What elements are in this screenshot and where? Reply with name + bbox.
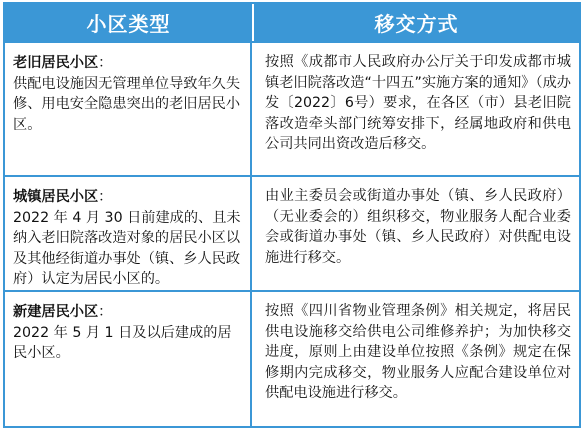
community-type-desc: 2022 年 5 月 1 日及以后建成的居民小区。	[13, 324, 232, 361]
transfer-method-cell	[252, 43, 579, 175]
community-type-desc: 供配电设施因无管理单位导致年久失修、用电安全隐患突出的老旧居民小区。	[13, 75, 241, 133]
transfer-method-cell	[252, 177, 579, 290]
table-row	[5, 41, 579, 175]
header-transfer-method: 移交方式	[374, 12, 459, 36]
table-header	[5, 4, 579, 41]
transfer-method-cell	[252, 292, 579, 426]
type-colon: ：	[98, 55, 113, 71]
table-row	[5, 290, 579, 426]
community-type-title: 新建居民小区	[13, 304, 99, 320]
type-colon: ：	[98, 304, 113, 320]
transfer-table	[3, 2, 581, 428]
table-row	[5, 175, 579, 290]
community-type-cell	[5, 177, 252, 290]
type-colon: ：	[98, 189, 113, 205]
community-type-desc: 2022 年 4 月 30 日前建成的、且未纳入老旧院落改造对象的居民小区以及其他经街道办事处（镇、乡人民政府）认定为居民小区的。	[13, 209, 241, 287]
community-type-title: 老旧居民小区	[13, 55, 99, 71]
transfer-method-text: 由业主委员会或街道办事处（镇、乡人民政府）（无业委会的）组织移交，物业服务人配合业委会或街道办事处（镇、乡人民政府）对供配电设施进行移交。	[265, 188, 571, 266]
community-type-title: 城镇居民小区	[13, 189, 99, 205]
community-type-cell	[5, 292, 252, 426]
transfer-method-text: 按照《成都市人民政府办公厅关于印发成都市城镇老旧院落改造“十四五”实施方案的通知》（成办发〔2022〕6号）要求，在各区（市）县老旧院落改造牵头部门统筹安排下，经属地政府和供电公司共同出资改造后移交。	[265, 54, 571, 152]
transfer-method-text: 按照《四川省物业管理条例》相关规定，将居民供电设施移交给供电公司维修养护；为加快移交进度，原则上由建设单位按照《条例》规定在保修期内完成移交，物业服务人应配合建设单位对供配电设施进行移交。	[265, 303, 571, 401]
community-type-cell	[5, 43, 252, 175]
header-community-type: 小区类型	[5, 4, 254, 41]
